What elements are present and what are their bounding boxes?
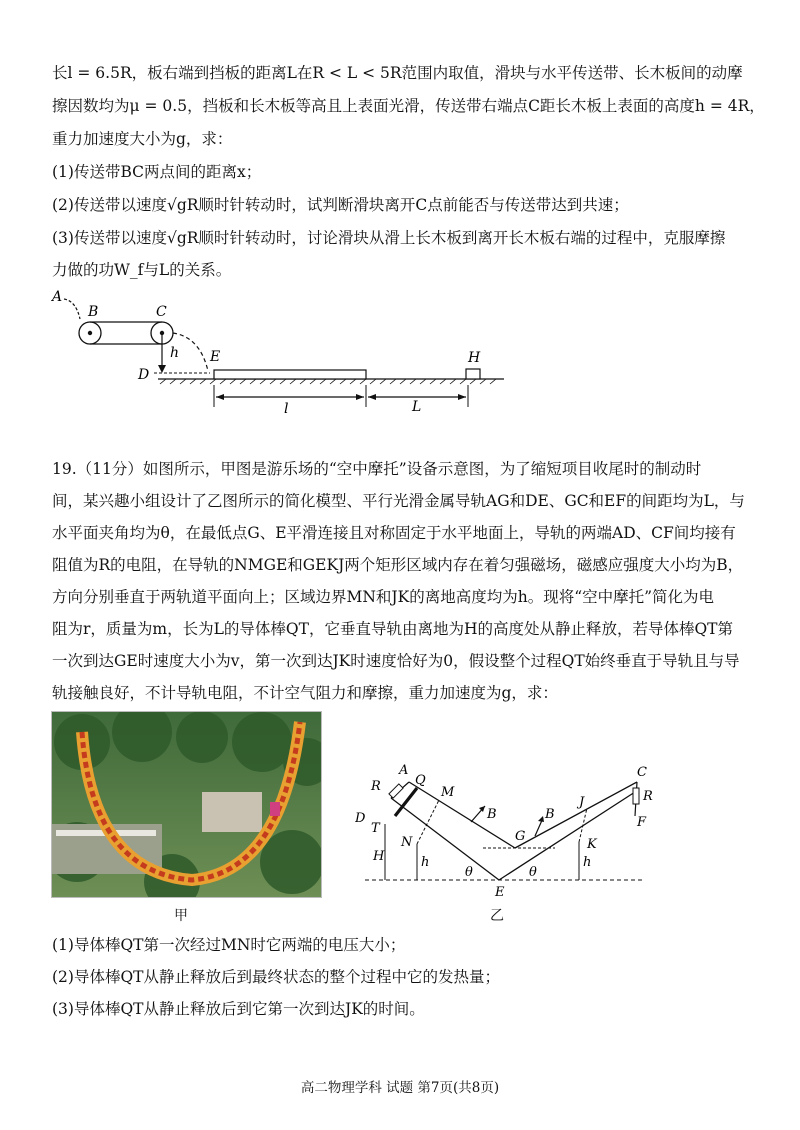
diag-label-M: M xyxy=(441,785,455,800)
diag-label-N: N xyxy=(401,835,413,850)
p18-line-2: 擦因数均为μ = 0.5，挡板和长木板等高且上表面光滑，传送带右端点C距长木板上表面的高度h = 4R， xyxy=(52,97,765,115)
fig-label-E: E xyxy=(210,349,221,365)
rail-diagram xyxy=(355,760,655,900)
diag-label-R-left: R xyxy=(371,779,381,794)
p19-line-2: 间，某兴趣小组设计了乙图所示的简化模型、平行光滑金属导轨AG和DE、GC和EF的间距均为L，与 xyxy=(52,492,745,510)
page-footer: 高二物理学科 试题 第7页(共8页) xyxy=(300,1080,500,1096)
p19-line-5: 方向分别垂直于两轨道平面向上；区域边界MN和JK的离地高度均为h。现将“空中摩托”简化为电 xyxy=(52,588,715,606)
conveyor-figure xyxy=(50,285,520,435)
diag-label-C: C xyxy=(637,765,647,780)
diag-label-Q: Q xyxy=(415,773,426,788)
fig-label-A: A xyxy=(52,289,63,305)
diag-label-H: H xyxy=(373,849,385,864)
amusement-ride-photo xyxy=(51,711,322,898)
diag-label-E: E xyxy=(495,885,505,900)
p19-question-1: (1)导体棒QT第一次经过MN时它两端的电压大小； xyxy=(52,936,406,954)
p18-question-1: (1)传送带BC两点间的距离x； xyxy=(52,163,262,181)
fig-label-C: C xyxy=(156,304,167,320)
p18-line-1: 长l = 6.5R，板右端到挡板的距离L在R < L < 5R范围内取值，滑块与水平传送带、长木板间的动摩 xyxy=(52,64,743,82)
p19-question-3: (3)导体棒QT从静止释放后到它第一次到达JK的时间。 xyxy=(52,1000,425,1018)
p18-question-3-cont: 力做的功W_f与L的关系。 xyxy=(52,261,232,279)
diag-label-h-right: h xyxy=(583,855,592,870)
p19-line-4: 阻值为R的电阻，在导轨的NMGE和GEKJ两个矩形区域内存在着匀强磁场，磁感应强度大小均为B， xyxy=(52,556,744,574)
diag-label-B-left: B xyxy=(487,807,497,822)
caption-jia: 甲 xyxy=(174,908,188,924)
p18-question-3: (3)传送带以速度√gR顺时针转动时，讨论滑块从滑上长木板到离开长木板右端的过程中，克服摩擦 xyxy=(52,229,726,247)
diag-label-theta-right: θ xyxy=(529,865,537,880)
fig-label-B: B xyxy=(88,304,99,320)
diag-label-K: K xyxy=(587,837,597,852)
diag-label-B-right: B xyxy=(545,807,555,822)
fig-label-D: D xyxy=(138,367,150,383)
diag-label-G: G xyxy=(515,829,526,844)
p19-line-3: 水平面夹角均为θ，在最低点G、E平滑连接且对称固定于水平地面上，导轨的两端AD、CF间均接有 xyxy=(52,524,736,542)
p19-line-1: 19.（11分）如图所示，甲图是游乐场的“空中摩托”设备示意图，为了缩短项目收尾时的制动时 xyxy=(52,460,702,478)
fig-label-L: L xyxy=(412,399,422,415)
caption-yi: 乙 xyxy=(490,908,504,924)
diag-label-theta-left: θ xyxy=(465,865,473,880)
p18-line-3: 重力加速度大小为g，求： xyxy=(52,130,233,148)
diag-label-T: T xyxy=(371,821,380,836)
p18-question-2: (2)传送带以速度√gR顺时针转动时，试判断滑块离开C点前能否与传送带达到共速； xyxy=(52,196,629,214)
diag-label-R-right: R xyxy=(643,789,653,804)
fig-label-h: h xyxy=(170,345,180,361)
p19-question-2: (2)导体棒QT从静止释放后到最终状态的整个过程中它的发热量； xyxy=(52,968,501,986)
p19-line-8: 轨接触良好，不计导轨电阻，不计空气阻力和摩擦，重力加速度为g，求： xyxy=(52,684,558,702)
diag-label-h-left: h xyxy=(421,855,430,870)
diag-label-D: D xyxy=(355,811,366,826)
fig-label-H: H xyxy=(468,350,481,366)
diag-label-A: A xyxy=(399,763,409,778)
diag-label-F: F xyxy=(637,815,647,830)
p19-line-7: 一次到达GE时速度大小为v，第一次到达JK时速度恰好为0，假设整个过程QT始终垂直于导轨且与导 xyxy=(52,652,740,670)
fig-label-l: l xyxy=(284,401,289,417)
p19-line-6: 阻为r，质量为m，长为L的导体棒QT，它垂直导轨由离地为H的高度处从静止释放，若导体棒QT第 xyxy=(52,620,734,638)
diag-label-J: J xyxy=(579,795,585,810)
